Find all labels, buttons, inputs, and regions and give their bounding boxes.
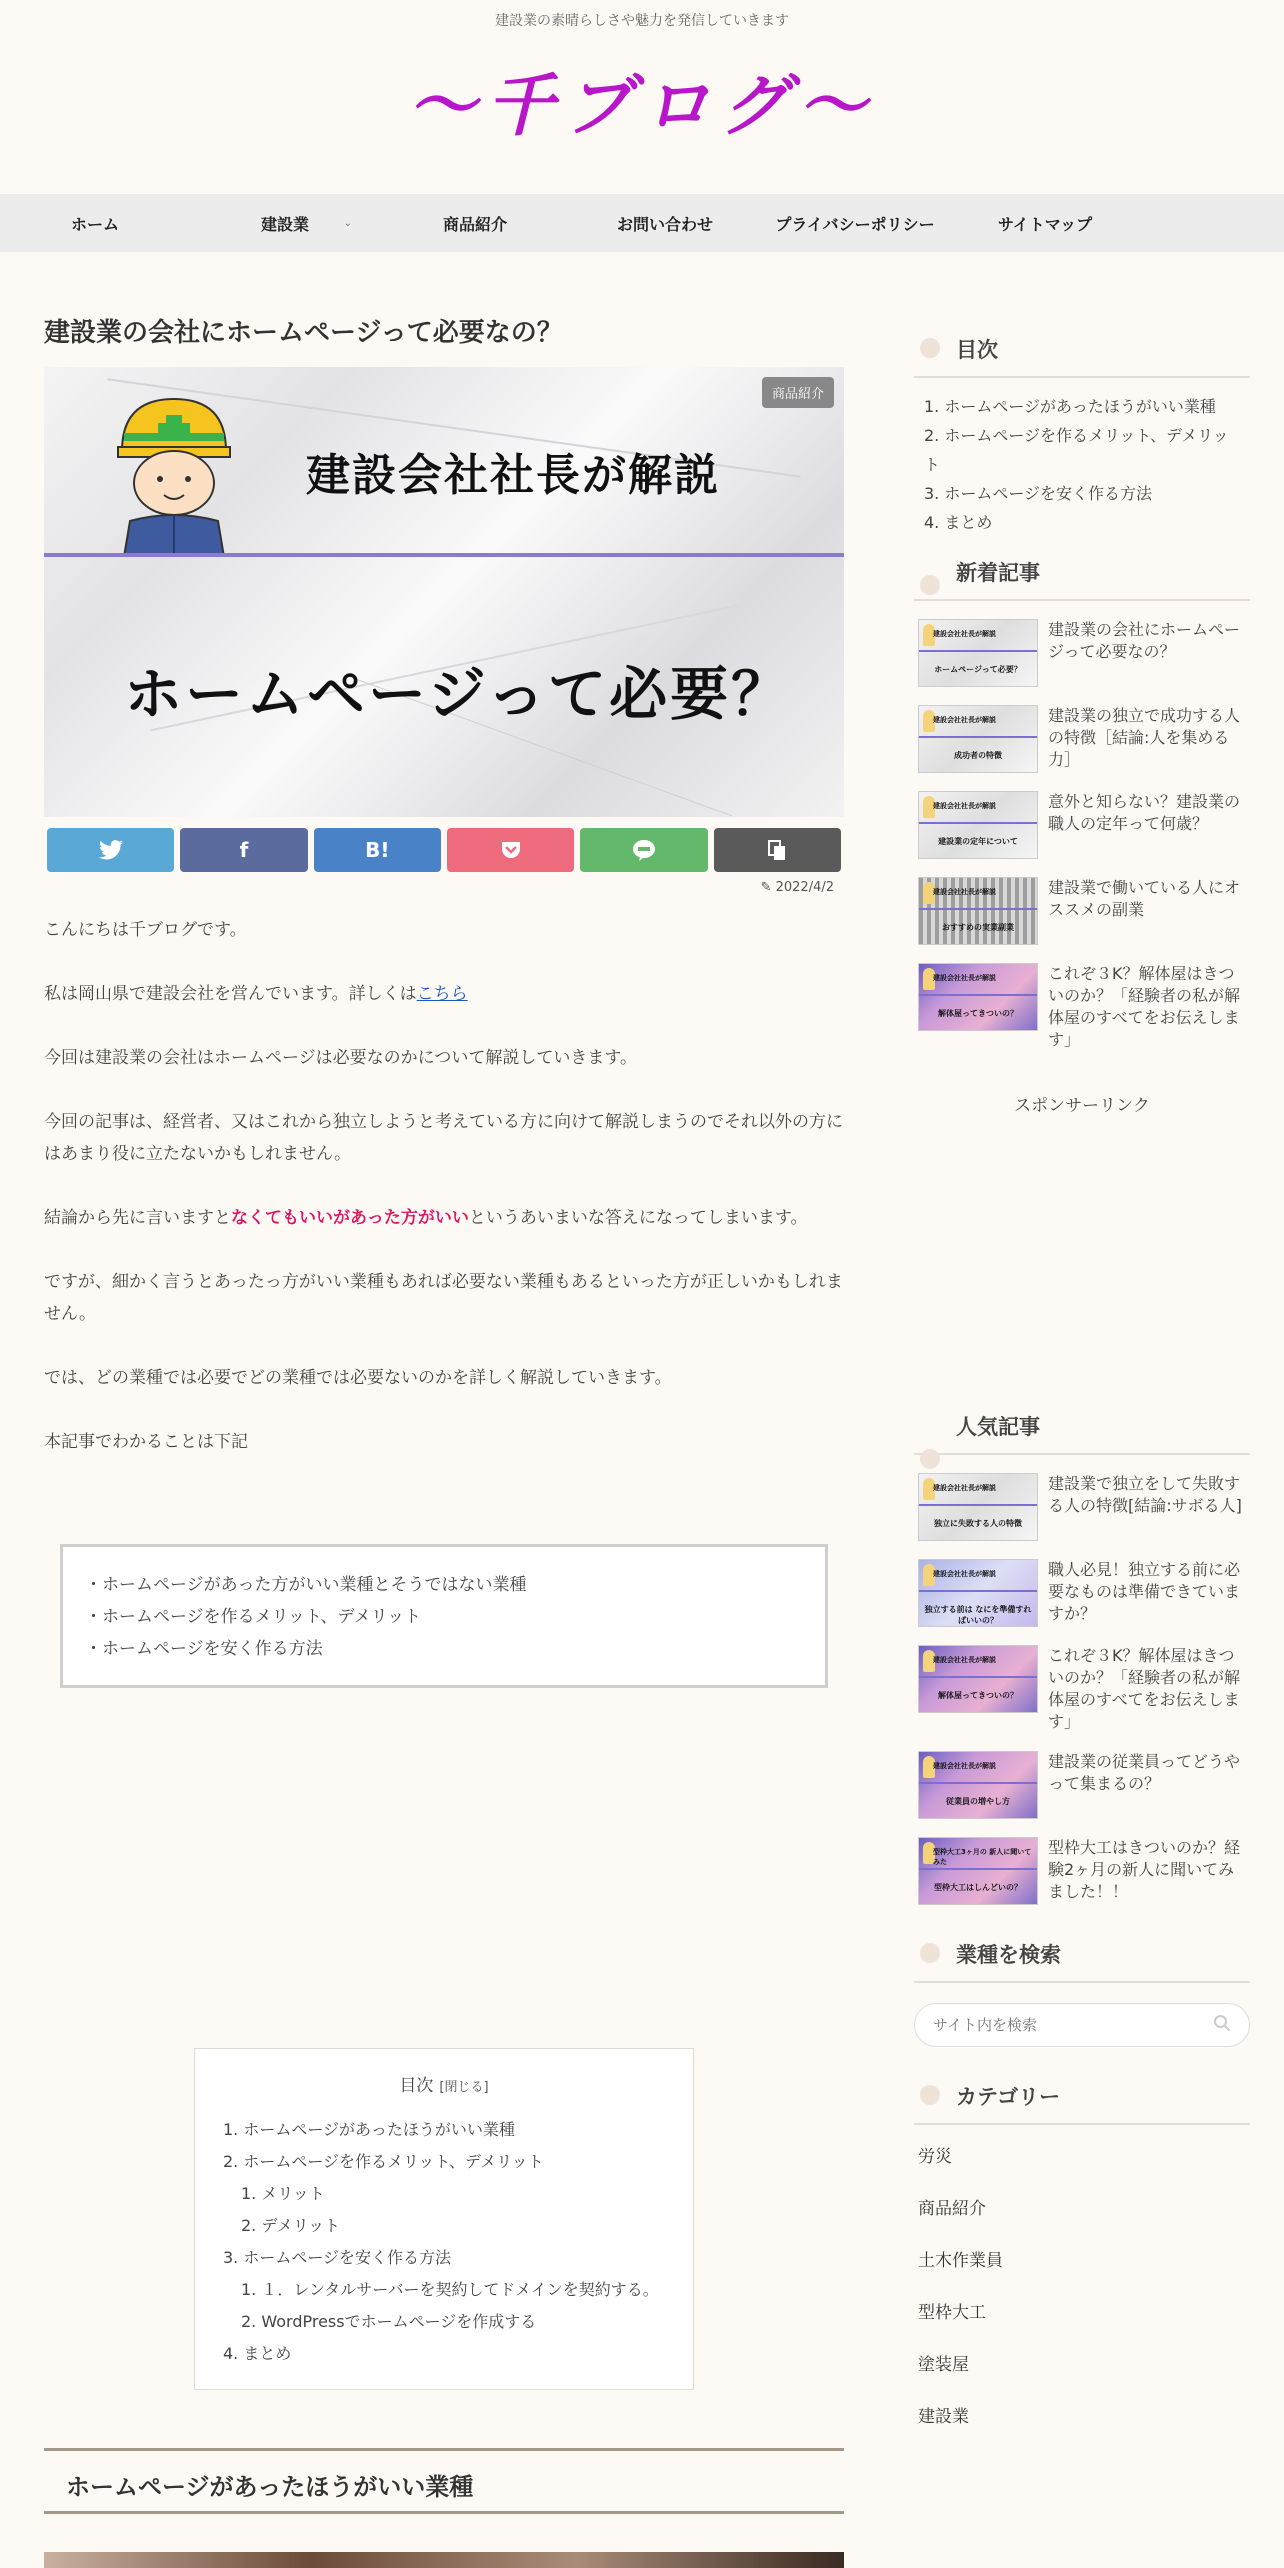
popular-post-card[interactable] xyxy=(914,1473,1250,1541)
toc-item[interactable]: 3. ホームページを安く作る方法 xyxy=(223,2248,452,2267)
post-title-link[interactable]: 建設業の独立で成功する人の特徴［結論:人を集める力］ xyxy=(1048,706,1241,769)
table-of-contents xyxy=(194,2048,694,2390)
paragraph: 今回は建設業の会社はホームページは必要なのかについて解説していきます。 xyxy=(44,1048,637,1068)
share-line-button[interactable] xyxy=(580,828,707,872)
highlighted-text: なくてもいいがあった方がいい xyxy=(231,1208,469,1228)
summary-item: ・ホームページを作るメリット、デメリット xyxy=(85,1607,422,1627)
nav-label: ホーム xyxy=(70,214,119,234)
eyecatch-image xyxy=(44,367,844,817)
post-title-link[interactable]: 建設業の会社にホームページって必要なの？ xyxy=(1048,620,1241,661)
thumbnail-caption: 独立する前は なにを準備すればいいの？ xyxy=(924,1605,1032,1625)
search-input[interactable] xyxy=(933,2016,1193,2034)
toc-header xyxy=(223,2071,665,2096)
divider-line xyxy=(919,908,1037,910)
nav-item-home[interactable] xyxy=(0,194,190,252)
category-link[interactable]: 建設業 xyxy=(918,2407,969,2427)
popular-post-card[interactable] xyxy=(914,1837,1250,1905)
thumbnail-headline: 建設会社社長が解説 xyxy=(933,716,996,724)
paragraph: こんにちは千ブログです。 xyxy=(44,920,247,940)
sponsor-label: スポンサーリンク xyxy=(1014,1096,1150,1116)
paragraph xyxy=(44,978,844,1010)
post-title-link[interactable]: 建設業で働いている人にオススメの副業 xyxy=(1048,878,1241,919)
popular-post-card[interactable] xyxy=(914,1559,1250,1627)
new-post-card[interactable] xyxy=(914,877,1250,945)
eyecatch-subheadline: ホームページって必要？ xyxy=(124,660,793,728)
toc-toggle[interactable]: [閉じる] xyxy=(439,2080,489,2095)
share-buttons xyxy=(47,828,841,872)
paragraph: では、どの業種では必要でどの業種では必要ないのかを詳しく解説していきます。 xyxy=(44,1368,672,1388)
summary-box xyxy=(60,1544,828,1688)
toc-subitem[interactable]: 1. メリット xyxy=(241,2184,325,2203)
toc-list xyxy=(223,2114,665,2370)
post-thumbnail xyxy=(918,1559,1038,1627)
post-date xyxy=(761,880,834,895)
thumbnail-caption: 型枠大工はしんどいの？ xyxy=(934,1883,1022,1892)
category-link[interactable]: 土木作業員 xyxy=(918,2251,1003,2271)
pocket-icon xyxy=(500,840,522,860)
category-link[interactable]: 労災 xyxy=(918,2147,952,2167)
nav-item-sitemap[interactable] xyxy=(950,194,1140,252)
toc-item[interactable]: 4. まとめ xyxy=(223,2344,292,2363)
divider-line xyxy=(919,1504,1037,1506)
post-title-link[interactable]: 型枠大工はきついのか？経験2ヶ月の新人に聞いてみました！！ xyxy=(1048,1838,1241,1901)
widget-title-toc: 目次 xyxy=(914,300,1250,378)
eyecatch-headline: 建設会社社長が解説 xyxy=(306,450,720,501)
share-twitter-button[interactable] xyxy=(47,828,174,872)
paragraph: 本記事でわかることは下記 xyxy=(44,1432,248,1452)
widget-title-search: 業種を検索 xyxy=(914,1905,1250,1983)
section-heading: ホームページがあったほうがいい業種 xyxy=(44,2448,844,2514)
new-post-card[interactable] xyxy=(914,963,1250,1051)
sidebar-toc-list xyxy=(914,378,1250,537)
toc-subitem[interactable]: 2. WordPressでホームページを作成する xyxy=(241,2312,537,2331)
post-title: 建設業の会社にホームページって必要なの？ xyxy=(44,318,563,348)
nav-item-privacy[interactable] xyxy=(760,194,950,252)
thumbnail-headline: 建設会社社長が解説 xyxy=(933,630,996,638)
paragraph: ですが、細かく言うとあったっ方がいい業種もあれば必要ない業種もあるといった方が正しいかもしれません。 xyxy=(44,1272,843,1324)
post-thumbnail xyxy=(918,1751,1038,1819)
paragraph: 今回の記事は、経営者、又はこれから独立しようと考えている方に向けて解説しまうのでそれ以外の方にはあまり役に立たないかもしれません。 xyxy=(44,1112,843,1164)
divider-line xyxy=(919,650,1037,652)
nav-label: 建設業 xyxy=(260,214,309,234)
divider-line xyxy=(44,553,844,557)
divider-line xyxy=(919,1590,1037,1592)
divider-line xyxy=(919,994,1037,996)
paragraph-text: 私は岡山県で建設会社を営んでいます。詳しくは xyxy=(44,984,417,1004)
divider-line xyxy=(919,822,1037,824)
thumbnail-headline: 建設会社社長が解説 xyxy=(933,1484,996,1492)
post-thumbnail xyxy=(918,877,1038,945)
twitter-icon xyxy=(99,840,123,860)
copy-icon xyxy=(767,839,787,861)
toc-subitem[interactable]: 1. １．レンタルサーバーを契約してドメインを契約する。 xyxy=(241,2280,659,2299)
popular-post-card[interactable] xyxy=(914,1645,1250,1733)
category-link[interactable]: 商品紹介 xyxy=(918,2199,986,2219)
new-posts-list xyxy=(914,619,1250,1051)
post-date-text: 2022/4/2 xyxy=(775,880,834,895)
nav-label: お問い合わせ xyxy=(616,214,713,234)
nav-label: プライバシーポリシー xyxy=(775,214,935,234)
thumbnail-caption: 建設業の定年について xyxy=(938,837,1018,846)
article xyxy=(44,300,844,2501)
post-title-link[interactable]: 建設業で独立をして失敗する人の特徴[結論:サボる人] xyxy=(1048,1474,1242,1515)
thumbnail-headline: 建設会社社長が解説 xyxy=(933,974,996,982)
paragraph-text: 結論から先に言いますと xyxy=(44,1208,231,1228)
post-thumbnail xyxy=(918,1645,1038,1713)
thumbnail-headline: 建設会社社長が解説 xyxy=(933,888,996,896)
sidebar-toc-item[interactable]: 3. ホームページを安く作る方法 xyxy=(924,484,1153,503)
toc-item[interactable]: 1. ホームページがあったほうがいい業種 xyxy=(223,2120,515,2139)
widget-title-new-posts: 新着記事 xyxy=(914,537,1250,601)
toc-title: 目次 xyxy=(399,2076,434,2096)
profile-link[interactable]: こちら xyxy=(416,984,468,1004)
section-image xyxy=(44,2552,844,2568)
thumbnail-caption: ホームページって必要？ xyxy=(934,665,1022,674)
paragraph-text: というあいまいな答えになってしまいます。 xyxy=(468,1208,808,1228)
search-box xyxy=(914,2003,1250,2047)
post-thumbnail xyxy=(918,1473,1038,1541)
thumbnail-caption: 従業員の増やし方 xyxy=(946,1797,1010,1806)
thumbnail-caption: 独立に失敗する人の特徴 xyxy=(934,1519,1022,1528)
post-thumbnail xyxy=(918,619,1038,687)
post-title-link[interactable]: これぞ３K？解体屋はきついのか？「経験者の私が解体屋のすべてをお伝えします」 xyxy=(1048,1646,1241,1731)
post-title-link[interactable]: 意外と知らない？建設業の職人の定年って何歳？ xyxy=(1048,792,1241,833)
share-copy-button[interactable] xyxy=(714,828,841,872)
sidebar-toc-item[interactable]: 2. ホームページを作るメリット、デメリット xyxy=(924,426,1229,474)
sidebar-toc-item[interactable]: 4. まとめ xyxy=(924,513,993,532)
line-icon xyxy=(632,839,656,861)
post-thumbnail xyxy=(918,1837,1038,1905)
post-title-link[interactable]: これぞ３K？解体屋はきついのか？「経験者の私が解体屋のすべてをお伝えします」 xyxy=(1048,964,1241,1049)
facebook-icon: f xyxy=(239,838,249,862)
thumbnail-caption: おすすめの実業副業 xyxy=(941,923,1015,932)
nav-label: 商品紹介 xyxy=(442,214,507,234)
nav-label: サイトマップ xyxy=(997,214,1093,234)
toc-subitem[interactable]: 2. デメリット xyxy=(241,2216,341,2235)
divider-line xyxy=(919,736,1037,738)
new-post-card[interactable] xyxy=(914,705,1250,773)
summary-item: ・ホームページがあった方がいい業種とそうではない業種 xyxy=(85,1575,527,1595)
article-body xyxy=(44,914,844,1490)
share-pocket-button[interactable] xyxy=(447,828,574,872)
search-icon[interactable] xyxy=(1213,2014,1231,2032)
divider-line xyxy=(919,1782,1037,1784)
site-tagline: 建設業の素晴らしさや魅力を発信していきます xyxy=(495,13,789,29)
site-logo[interactable]: 〜千ブログ〜 xyxy=(407,66,876,146)
new-post-card[interactable] xyxy=(914,791,1250,859)
thumbnail-headline: 建設会社社長が解説 xyxy=(933,1570,996,1578)
paragraph xyxy=(44,1202,844,1234)
category-badge[interactable]: 商品紹介 xyxy=(762,377,834,408)
widget-title-popular: 人気記事 xyxy=(914,1411,1250,1455)
pencil-icon: ✎ xyxy=(760,880,772,895)
thumbnail-headline: 建設会社社長が解説 xyxy=(933,1656,996,1664)
thumbnail-headline: 建設会社社長が解説 xyxy=(933,802,996,810)
category-list xyxy=(914,2125,1250,2443)
nav-item-products[interactable] xyxy=(380,194,570,252)
category-link[interactable]: 塗装屋 xyxy=(918,2355,969,2375)
summary-item: ・ホームページを安く作る方法 xyxy=(85,1639,323,1659)
nav-item-construction[interactable] xyxy=(190,194,380,252)
thumbnail-headline: 型枠大工3ヶ月の 新人に聞いてみた xyxy=(933,1848,1032,1866)
post-thumbnail xyxy=(918,705,1038,773)
widget-title-categories: カテゴリー xyxy=(914,2047,1250,2125)
share-facebook-button[interactable] xyxy=(180,828,307,872)
post-title-link[interactable]: 職人必見！独立する前に必要なものは準備できていますか？ xyxy=(1048,1560,1241,1623)
new-post-card[interactable] xyxy=(914,619,1250,687)
thumbnail-caption: 解体屋ってきついの？ xyxy=(938,1009,1018,1018)
divider-line xyxy=(919,1676,1037,1678)
post-thumbnail xyxy=(918,791,1038,859)
post-title-link[interactable]: 建設業の従業員ってどうやって集まるの？ xyxy=(1048,1752,1241,1793)
nav-item-contact[interactable] xyxy=(570,194,760,252)
popular-post-card[interactable] xyxy=(914,1751,1250,1819)
toc-item[interactable]: 2. ホームページを作るメリット、デメリット xyxy=(223,2152,544,2171)
hatena-bookmark-icon: B! xyxy=(365,838,390,862)
category-link[interactable]: 型枠大工 xyxy=(918,2303,986,2323)
thumbnail-caption: 解体屋ってきついの？ xyxy=(938,1691,1018,1700)
post-thumbnail xyxy=(918,963,1038,1031)
chevron-down-icon: ⌄ xyxy=(343,217,352,229)
thumbnail-caption: 成功者の特徴 xyxy=(954,751,1002,760)
share-hatena-button[interactable] xyxy=(314,828,441,872)
sidebar xyxy=(914,300,1250,2443)
popular-posts-list xyxy=(914,1473,1250,1905)
global-nav xyxy=(0,194,1284,252)
worker-illustration xyxy=(114,391,234,557)
sidebar-toc-item[interactable]: 1. ホームページがあったほうがいい業種 xyxy=(924,397,1216,416)
divider-line xyxy=(919,1868,1037,1870)
thumbnail-headline: 建設会社社長が解説 xyxy=(933,1762,996,1770)
